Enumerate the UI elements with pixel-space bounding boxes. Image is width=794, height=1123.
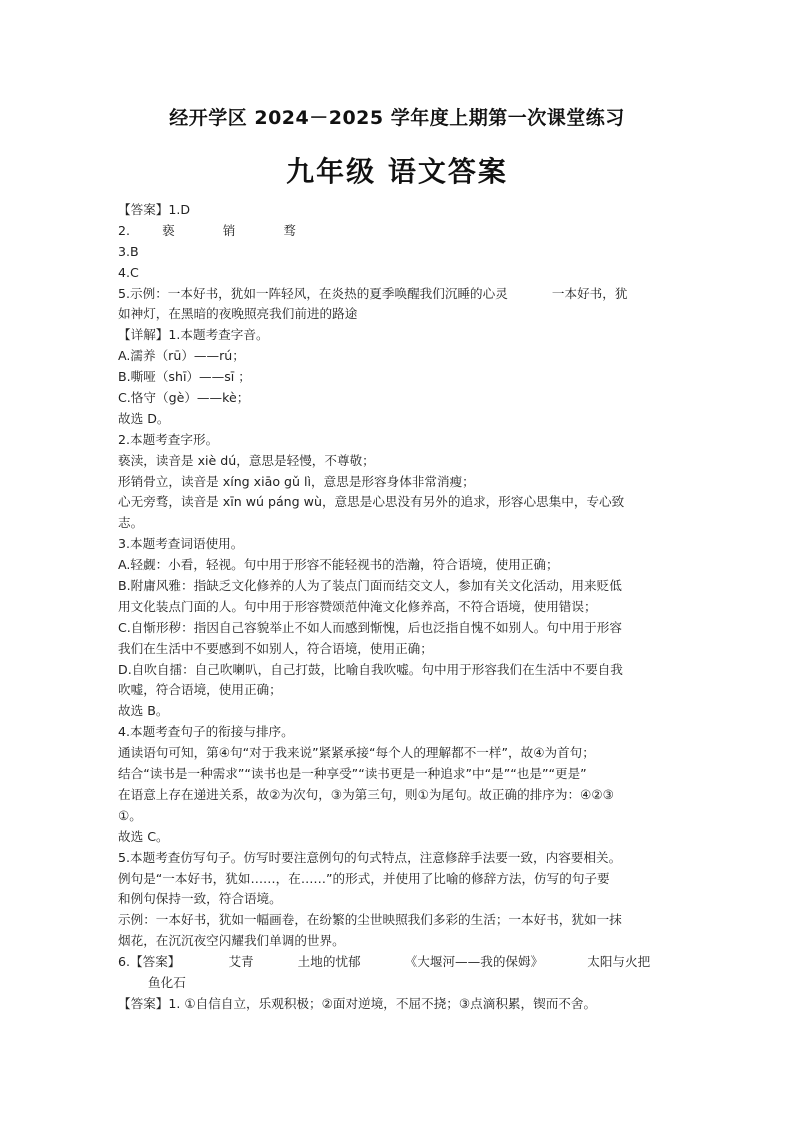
detail-1-b: B.嘶哑（shī）——sī ；: [118, 369, 251, 385]
detail-4-line-3: 在语意上存在递进关系，故②为次句，③为第三句，则①为尾句。故正确的排序为：④②③: [118, 786, 614, 802]
final-answer-line: 【答案】1. ①自信自立，乐观积极；②面对逆境，不屈不挠；③点滴积累，锲而不舍。: [118, 995, 597, 1011]
detail-1-head: 【详解】1.本题考查字音。: [118, 327, 269, 343]
answer-line-4: 4.C: [118, 264, 139, 280]
detail-2-line-2: 形销骨立，读音是 xíng xiāo gǔ lì，意思是形容身体非常消瘦；: [118, 473, 475, 489]
answer-2-word-2: 销: [222, 222, 236, 238]
detail-5-line-1: 例句是“一本好书，犹如……，在……”的形式，并使用了比喻的修辞方法，仿写的句子要: [118, 870, 610, 886]
detail-2-head: 2.本题考查字形。: [118, 431, 219, 447]
answer-2-number: 2.: [118, 222, 131, 238]
q6-answer-5: 鱼化石: [148, 974, 186, 990]
detail-4-line-1: 通读语句可知，第④句“对于我来说”紧紧承接“每个人的理解都不一样”，故④为首句；: [118, 745, 595, 761]
answer-subtitle: 九年级 语文答案: [286, 155, 508, 188]
exam-title: 经开学区 2024－2025 学年度上期第一次课堂练习: [169, 107, 625, 129]
detail-5-line-3: 示例：一本好书，犹如一幅画卷，在纷繁的尘世映照我们多彩的生活；一本好书，犹如一抹: [118, 912, 622, 928]
q6-answer-4: 太阳与火把: [587, 954, 651, 970]
q6-answer-2: 土地的忧郁: [297, 954, 361, 970]
q6-label: 6.【答案】: [118, 954, 181, 970]
answer-line-1: 【答案】1.D: [118, 202, 191, 217]
detail-3-choice: 故选 B。: [118, 703, 169, 719]
detail-4-line-4: ①。: [118, 807, 142, 823]
detail-5-line-2: 和例句保持一致，符合语境。: [118, 891, 282, 907]
detail-3-d-1: D.自吹自擂：自己吹喇叭，自己打鼓，比喻自我吹嘘。句中用于形容我们在生活中不要自我: [118, 661, 623, 677]
detail-3-b-2: 用文化装点门面的人。句中用于形容赞颂范仲淹文化修养高，不符合语境，使用错误；: [118, 598, 597, 614]
detail-3-c-1: C.自惭形秽：指因自己容貌举止不如人而感到惭愧，后也泛指自愧不如别人。句中用于形容: [118, 619, 622, 635]
detail-3-b-1: B.附庸风雅：指缺乏文化修养的人为了装点门面而结交文人，参加有关文化活动，用来贬低: [118, 578, 622, 594]
detail-1-c: C.恪守（gè）——kè；: [118, 390, 250, 406]
answer-5-part-b: 一本好书，犹: [551, 285, 628, 301]
detail-3-a: A.轻觑：小看，轻视。句中用于形容不能轻视书的浩瀚，符合语境，使用正确；: [118, 557, 559, 573]
detail-2-line-3a: 心无旁骛，读音是 xīn wú páng wù，意思是心思没有另外的追求，形容心思集中，专心致: [118, 494, 625, 510]
detail-3-head: 3.本题考查词语使用。: [118, 536, 244, 552]
q6-answer-line-cont: [118, 973, 690, 994]
answer-line-2: [118, 221, 690, 242]
detail-3-d-2: 吹嘘，符合语境，使用正确；: [118, 682, 282, 698]
detail-4-head: 4.本题考查句子的衔接与排序。: [118, 724, 294, 740]
q6-answer-line: [118, 952, 690, 973]
answer-body: [118, 200, 690, 1015]
q6-answer-3: 《大堰河——我的保姆》: [404, 954, 544, 970]
answer-5-part-a: 5.示例：一本好书，犹如一阵轻风，在炎热的夏季唤醒我们沉睡的心灵: [118, 285, 508, 301]
answer-2-word-1: 亵: [162, 222, 175, 238]
answer-line-5: [118, 284, 690, 305]
answer-line-5-cont: 如神灯，在黑暗的夜晚照亮我们前进的路途: [118, 306, 358, 322]
detail-1-choice: 故选 D。: [118, 410, 170, 426]
detail-2-line-1: 亵渎，读音是 xiè dú，意思是轻慢，不尊敬；: [118, 452, 375, 468]
detail-2-line-3b: 志。: [118, 515, 144, 531]
detail-4-line-2: 结合“读书是一种需求”“读书也是一种享受”“读书更是一种追求”中“是”“也是”“更是”: [118, 766, 587, 782]
q6-answer-1: 艾青: [228, 954, 254, 970]
detail-5-line-4: 烟花，在沉沉夜空闪耀我们单调的世界。: [118, 933, 345, 949]
detail-3-c-2: 我们在生活中不要感到不如别人，符合语境，使用正确；: [118, 640, 433, 656]
detail-4-choice: 故选 C。: [118, 828, 169, 844]
answer-2-word-3: 骛: [283, 222, 296, 238]
detail-1-a: A.濡养（rū）——rú；: [118, 348, 245, 364]
detail-5-head: 5.本题考查仿写句子。仿写时要注意例句的句式特点，注意修辞手法要一致，内容要相关。: [118, 849, 622, 865]
answer-line-3: 3.B: [118, 243, 139, 259]
